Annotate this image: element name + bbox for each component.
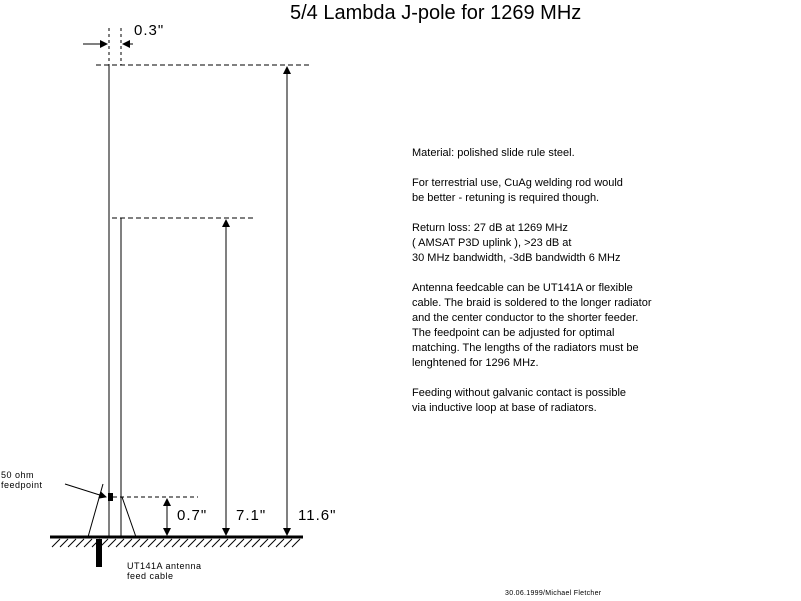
- description-line: via inductive loop at base of radiators.: [412, 402, 597, 414]
- hatch-line: [212, 539, 220, 547]
- description-line: ( AMSAT P3D uplink ), >23 dB at: [412, 237, 572, 249]
- description-paragraph: [412, 146, 792, 161]
- hatch-line: [172, 539, 180, 547]
- hatch-line: [228, 539, 236, 547]
- hatch-line: [148, 539, 156, 547]
- hatch-line: [108, 539, 116, 547]
- hatch-line: [252, 539, 260, 547]
- description-paragraph: [412, 176, 792, 206]
- hatch-line: [292, 539, 300, 547]
- hatch-line: [268, 539, 276, 547]
- hatch-line: [132, 539, 140, 547]
- feedpoint-label-line: 50 ohm: [1, 470, 35, 480]
- feed-cable-label-line: UT141A antenna: [127, 561, 202, 571]
- feed-cable: [96, 539, 102, 567]
- hatch-line: [60, 539, 68, 547]
- description-line: lenghtened for 1296 MHz.: [412, 357, 539, 369]
- feed-cable-label: [127, 561, 202, 581]
- hatch-line: [188, 539, 196, 547]
- hatch-line: [140, 539, 148, 547]
- hatch-line: [156, 539, 164, 547]
- description-line: cable. The braid is soldered to the longer radiator: [412, 297, 652, 309]
- feedpoint-label-line: feedpoint: [1, 480, 43, 490]
- description-line: Feeding without galvanic contact is possible: [412, 387, 627, 399]
- hatch-line: [236, 539, 244, 547]
- description-paragraph: [412, 386, 792, 416]
- feed-height-label: 0.7": [177, 507, 208, 524]
- feedpoint-label: [1, 470, 43, 490]
- long-radiator-length-label: 11.6": [298, 507, 337, 524]
- description-line: Material: polished slide rule steel.: [412, 147, 575, 159]
- hatch-line: [116, 539, 124, 547]
- hatch-line: [76, 539, 84, 547]
- description-line: and the center conductor to the shorter feeder.: [412, 312, 639, 324]
- description-line: The feedpoint can be adjusted for optimal: [412, 327, 615, 339]
- gap-dimension-label: 0.3": [134, 22, 165, 39]
- short-radiator-length-label: 7.1": [236, 507, 267, 524]
- description-line: matching. The lengths of the radiators must be: [412, 342, 639, 354]
- diagram-title: 5/4 Lambda J-pole for 1269 MHz: [290, 2, 582, 24]
- feedpoint-block: [108, 493, 113, 501]
- description-paragraph: [412, 221, 792, 266]
- hatch-line: [52, 539, 60, 547]
- hatch-line: [276, 539, 284, 547]
- hatch-line: [204, 539, 212, 547]
- description-line: For terrestrial use, CuAg welding rod would: [412, 177, 623, 189]
- hatch-line: [180, 539, 188, 547]
- description-line: be better - retuning is required though.: [412, 192, 600, 204]
- description-text: [412, 146, 792, 431]
- feedpoint-pointer: [65, 484, 106, 497]
- ground-hatching: [52, 539, 300, 547]
- hatch-line: [68, 539, 76, 547]
- hatch-line: [244, 539, 252, 547]
- support-leg-right: [122, 497, 136, 537]
- hatch-line: [220, 539, 228, 547]
- feed-cable-label-line: feed cable: [127, 571, 174, 581]
- hatch-line: [124, 539, 132, 547]
- author-credit: 30.06.1999/Michael Fletcher: [505, 590, 602, 597]
- hatch-line: [284, 539, 292, 547]
- hatch-line: [164, 539, 172, 547]
- description-line: Return loss: 27 dB at 1269 MHz: [412, 222, 568, 234]
- hatch-line: [84, 539, 92, 547]
- description-paragraph: [412, 281, 792, 371]
- description-line: 30 MHz bandwidth, -3dB bandwidth 6 MHz: [412, 252, 621, 264]
- hatch-line: [260, 539, 268, 547]
- description-line: Antenna feedcable can be UT141A or flexible: [412, 282, 633, 294]
- hatch-line: [196, 539, 204, 547]
